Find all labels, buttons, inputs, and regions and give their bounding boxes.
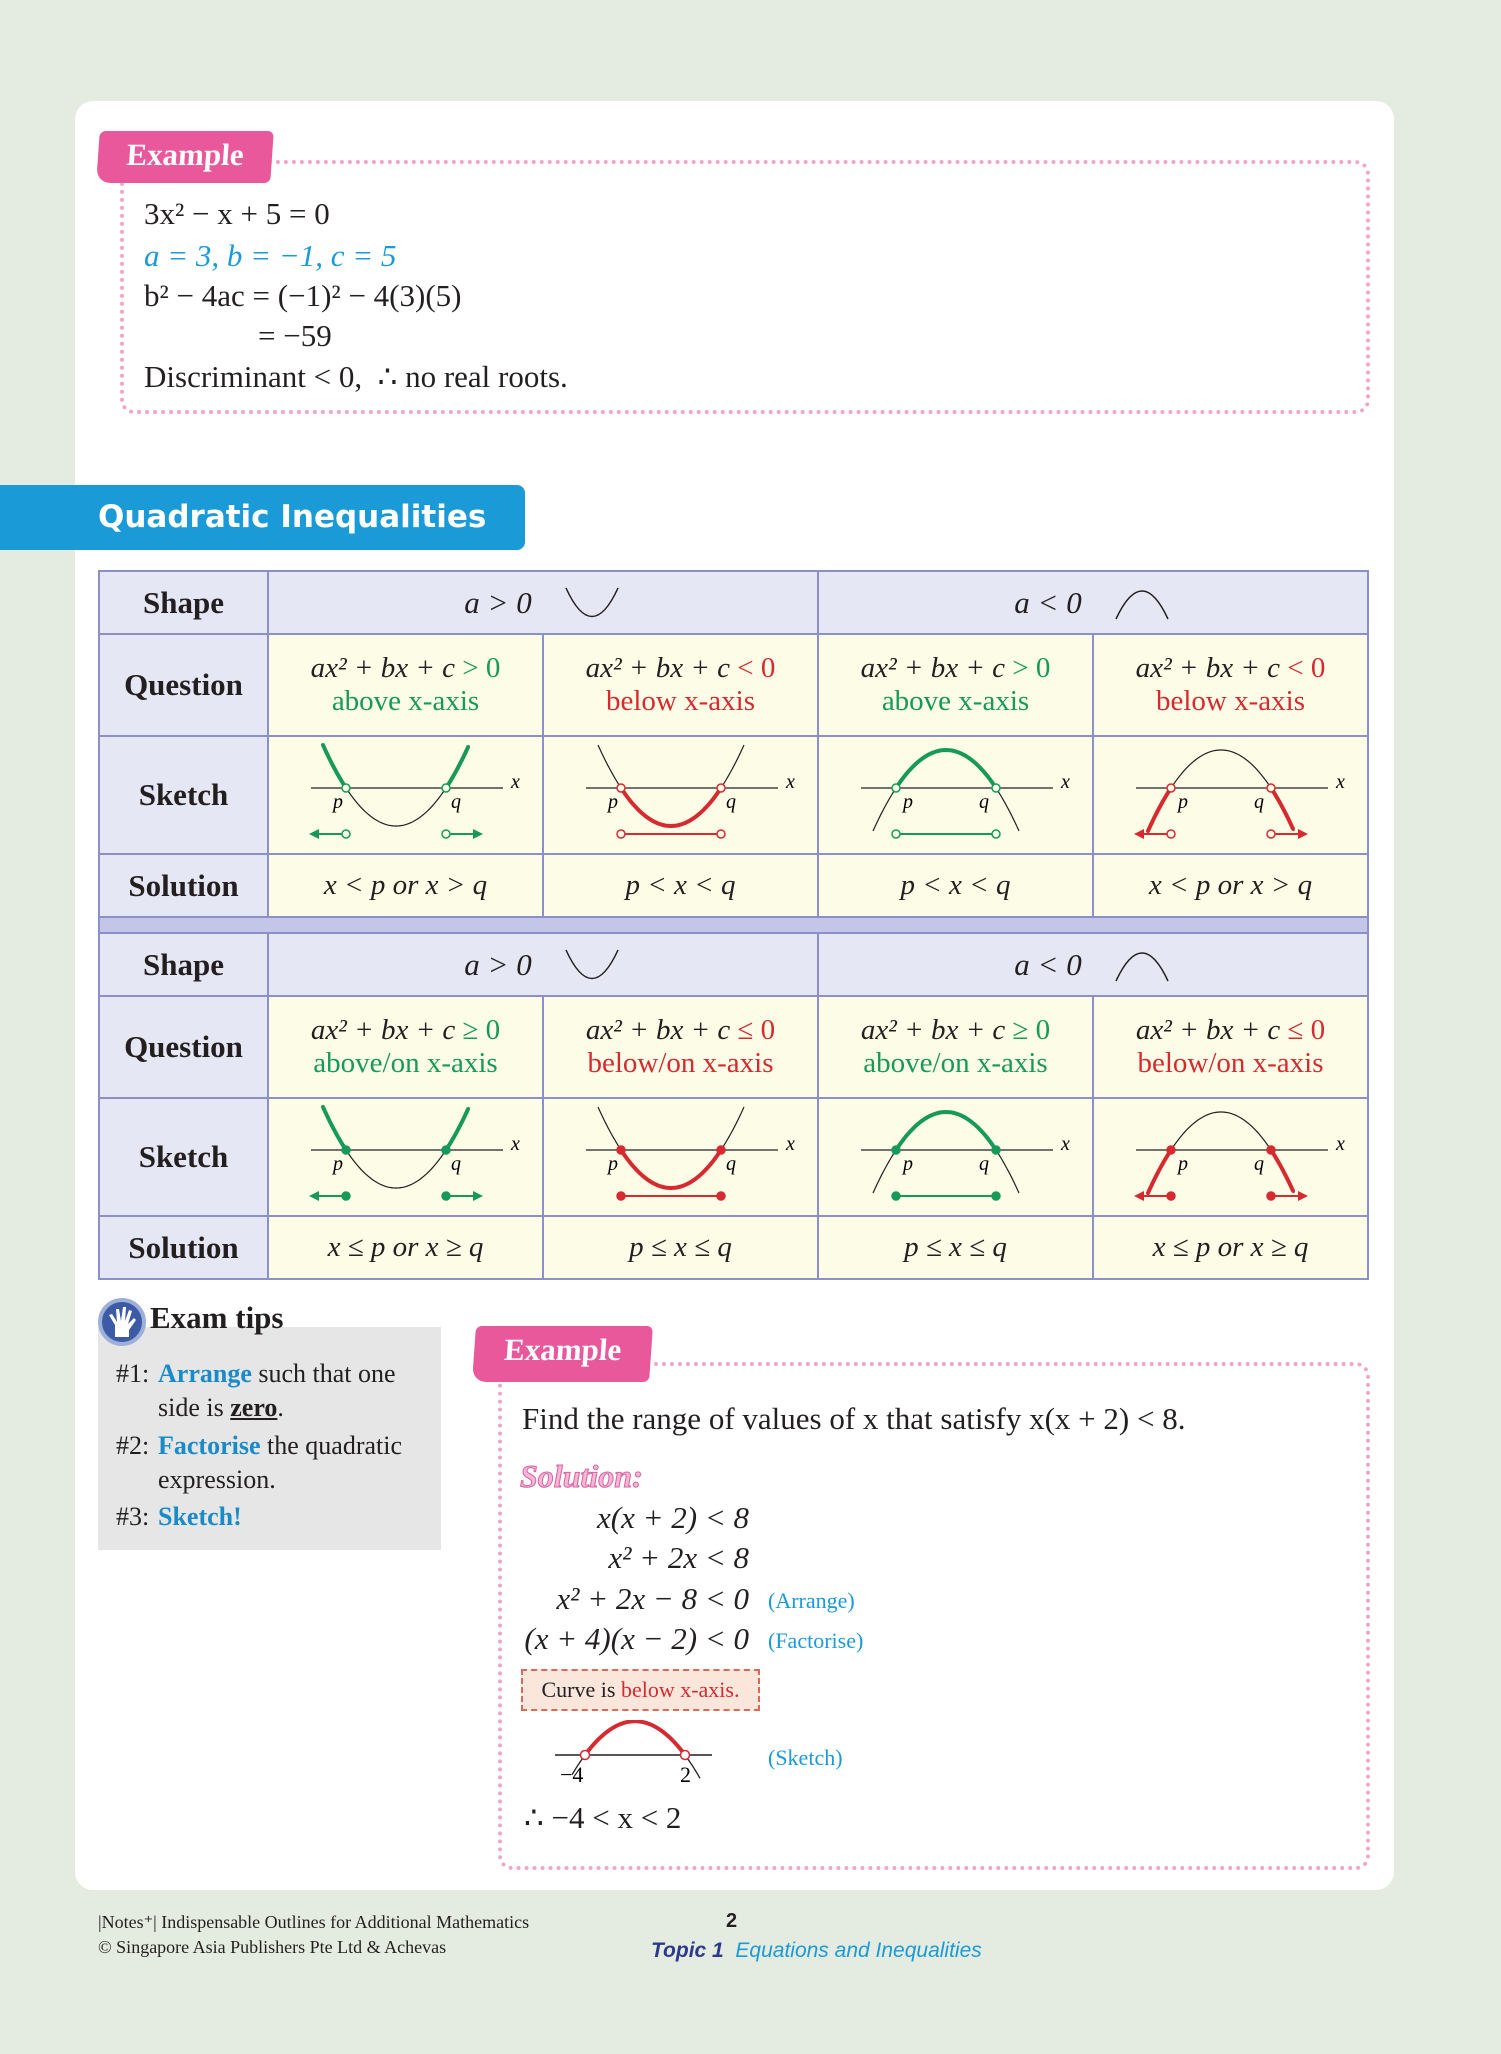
equation-line: 3x² − x + 5 = 0 xyxy=(144,196,330,231)
highlighted-curve xyxy=(896,750,996,788)
highlighted-curve xyxy=(585,1721,685,1755)
solution-cell: p ≤ x ≤ q xyxy=(543,1216,818,1279)
sketch-annotation: (Sketch) xyxy=(768,1745,843,1770)
solution-label: Solution: xyxy=(520,1458,643,1494)
parabola-sketch xyxy=(271,738,541,852)
page-number: 2 xyxy=(726,1910,738,1932)
sketch-cell xyxy=(543,1098,818,1216)
root-marker xyxy=(617,1146,625,1154)
root-label: −4 xyxy=(560,1762,584,1787)
root-marker xyxy=(681,1751,690,1760)
row-label-sketch: Sketch xyxy=(99,1098,268,1216)
interval-endpoint xyxy=(617,1192,625,1200)
root-p-label: p xyxy=(332,1153,343,1175)
inequality-expression: ax² + bx + c xyxy=(585,1014,738,1046)
root-marker xyxy=(342,784,350,792)
root-marker xyxy=(992,784,1000,792)
highlighted-curve xyxy=(446,1109,468,1150)
inequality xyxy=(1094,1014,1367,1047)
example-sketch xyxy=(550,1720,720,1800)
downward-parabola-icon xyxy=(1112,947,1172,983)
x-axis-label: x xyxy=(1060,771,1070,793)
quadratic-inequalities-table xyxy=(98,570,1369,1280)
inequality-expression: ax² + bx + c xyxy=(310,1014,463,1046)
final-answer: ∴ −4 < x < 2 xyxy=(524,1800,682,1835)
question-cell xyxy=(268,634,543,736)
solution-step: x² + 2x − 8 < 0 xyxy=(556,1581,749,1616)
leading-coefficient-condition: a > 0 xyxy=(464,946,532,982)
region-description: above/on x-axis xyxy=(313,1047,498,1079)
interval-endpoint xyxy=(992,830,1000,838)
row-label-solution: Solution xyxy=(99,1216,268,1279)
interval-endpoint xyxy=(892,1192,900,1200)
question-cell xyxy=(543,634,818,736)
tip-text: . xyxy=(277,1393,284,1422)
inequality xyxy=(269,652,542,685)
parabola-sketch xyxy=(271,1100,541,1214)
inequality xyxy=(544,1014,817,1047)
shape-cell xyxy=(818,933,1368,996)
leading-coefficient-condition: a > 0 xyxy=(464,584,532,620)
x-axis-label: x xyxy=(785,771,795,793)
parabola-sketch xyxy=(1096,1100,1366,1214)
solution-step: x² + 2x < 8 xyxy=(608,1540,749,1575)
highlighted-curve xyxy=(1271,788,1293,829)
inequality-operator: ≤ 0 xyxy=(1287,1014,1326,1046)
shape-content xyxy=(269,585,817,621)
solution-cell: x < p or x > q xyxy=(268,854,543,917)
root-marker xyxy=(1167,1146,1175,1154)
root-p-label: p xyxy=(332,791,343,813)
note-text: Curve is xyxy=(541,1677,621,1702)
sketch-row xyxy=(99,1098,1368,1216)
sketch-row xyxy=(99,736,1368,854)
inequality-expression: ax² + bx + c xyxy=(1135,652,1288,684)
shape-cell xyxy=(268,571,818,634)
inequality-operator: > 0 xyxy=(1012,652,1051,684)
root-q-label: q xyxy=(450,791,461,813)
region-description: below x-axis xyxy=(606,685,755,717)
section-title: Quadratic Inequalities xyxy=(0,485,525,550)
parabola-sketch xyxy=(546,738,816,852)
root-q-label: q xyxy=(725,791,736,813)
separator xyxy=(99,917,1368,933)
parabola-sketch xyxy=(821,1100,1091,1214)
arrow-left-icon xyxy=(309,829,319,839)
coefficients-line: a = 3, b = −1, c = 5 xyxy=(144,238,397,273)
x-axis-label: x xyxy=(510,1133,520,1155)
root-marker xyxy=(892,784,900,792)
leading-coefficient-condition: a < 0 xyxy=(1014,946,1082,982)
root-p-label: p xyxy=(1177,791,1188,813)
root-marker xyxy=(442,1146,450,1154)
solution-row xyxy=(99,854,1368,917)
upward-parabola-icon xyxy=(562,947,622,983)
root-marker xyxy=(1267,1146,1275,1154)
shape-row xyxy=(99,571,1368,634)
x-axis-label: x xyxy=(785,1133,795,1155)
tip-3 xyxy=(116,1500,436,1534)
solution-cell: p < x < q xyxy=(543,854,818,917)
solution-cell: x ≤ p or x ≥ q xyxy=(1093,1216,1368,1279)
sketch-cell xyxy=(1093,736,1368,854)
exam-tips-title: Exam tips xyxy=(150,1300,284,1335)
discriminant-line: b² − 4ac = (−1)² − 4(3)(5) xyxy=(144,278,462,313)
inequality-operator: ≥ 0 xyxy=(1012,1014,1051,1046)
root-p-label: p xyxy=(902,791,913,813)
interval-endpoint xyxy=(442,830,450,838)
interval-endpoint xyxy=(717,830,725,838)
sketch-cell xyxy=(1093,1098,1368,1216)
tip-number: #2: xyxy=(116,1431,150,1460)
interval-endpoint xyxy=(717,1192,725,1200)
question-text: Find the range of values of x that satisfy x(x + 2) < 8. xyxy=(522,1401,1186,1436)
tip-text: such that one side is xyxy=(158,1359,396,1422)
inequality xyxy=(819,652,1092,685)
sketch-cell xyxy=(268,736,543,854)
inequality-operator: < 0 xyxy=(1287,652,1326,684)
note-highlight: below x-axis. xyxy=(620,1677,740,1702)
example-label: Example xyxy=(472,1326,653,1382)
solution-step: (x + 4)(x − 2) < 0 xyxy=(524,1621,749,1656)
solution-row xyxy=(99,1216,1368,1279)
leading-coefficient-condition: a < 0 xyxy=(1014,584,1082,620)
interval-endpoint xyxy=(1167,830,1175,838)
interval-endpoint xyxy=(442,1192,450,1200)
sketch-cell xyxy=(268,1098,543,1216)
shape-row xyxy=(99,933,1368,996)
inequality-expression: ax² + bx + c xyxy=(860,652,1013,684)
question-cell xyxy=(1093,996,1368,1098)
hand-icon xyxy=(97,1297,147,1347)
sketch-cell xyxy=(818,736,1093,854)
inequality-expression: ax² + bx + c xyxy=(585,652,738,684)
root-marker xyxy=(581,1751,590,1760)
interval-endpoint xyxy=(992,1192,1000,1200)
root-q-label: q xyxy=(978,1153,989,1175)
root-marker xyxy=(892,1146,900,1154)
root-marker xyxy=(717,784,725,792)
inequality-operator: < 0 xyxy=(737,652,776,684)
highlighted-curve xyxy=(323,745,345,787)
parabola-sketch xyxy=(821,738,1091,852)
inequality-operator: ≤ 0 xyxy=(737,1014,776,1046)
root-marker xyxy=(1167,784,1175,792)
solution-cell: p < x < q xyxy=(818,854,1093,917)
root-p-label: p xyxy=(607,791,618,813)
interval-endpoint xyxy=(342,1192,350,1200)
highlighted-curve xyxy=(1271,1150,1293,1191)
tip-number: #1: xyxy=(116,1359,150,1388)
x-axis-label: x xyxy=(1335,1133,1345,1155)
tip-text: the quadratic expression. xyxy=(158,1431,403,1494)
interval-endpoint xyxy=(617,830,625,838)
solution-cell: x ≤ p or x ≥ q xyxy=(268,1216,543,1279)
separator-row xyxy=(99,917,1368,933)
arrow-right-icon xyxy=(473,829,483,839)
highlighted-curve xyxy=(323,1107,345,1149)
tip-1 xyxy=(116,1357,436,1425)
root-q-label: q xyxy=(1253,791,1264,813)
parabola-sketch xyxy=(546,1100,816,1214)
root-q-label: q xyxy=(450,1153,461,1175)
inequality-expression: ax² + bx + c xyxy=(860,1014,1013,1046)
interval-endpoint xyxy=(1267,830,1275,838)
region-description: below/on x-axis xyxy=(1137,1047,1324,1079)
root-marker xyxy=(717,1146,725,1154)
solution-cell: x < p or x > q xyxy=(1093,854,1368,917)
inequality-expression: ax² + bx + c xyxy=(1135,1014,1288,1046)
highlighted-curve xyxy=(1148,1152,1170,1194)
topic-number: Topic 1 xyxy=(651,1939,724,1962)
question-cell xyxy=(1093,634,1368,736)
question-cell xyxy=(268,996,543,1098)
x-axis-label: x xyxy=(510,771,520,793)
arrow-left-icon xyxy=(1134,1191,1144,1201)
arrow-left-icon xyxy=(309,1191,319,1201)
highlighted-curve xyxy=(446,747,468,788)
region-description: below x-axis xyxy=(1156,685,1305,717)
topic-name: Equations and Inequalities xyxy=(735,1939,982,1962)
topic-footer xyxy=(651,1939,982,1963)
region-description: below/on x-axis xyxy=(587,1047,774,1079)
factorise-annotation: (Factorise) xyxy=(768,1628,864,1653)
arrow-left-icon xyxy=(1134,829,1144,839)
row-label-question: Question xyxy=(99,996,268,1098)
interval-endpoint xyxy=(342,830,350,838)
root-p-label: p xyxy=(607,1153,618,1175)
row-label-solution: Solution xyxy=(99,854,268,917)
discriminant-value: = −59 xyxy=(258,318,332,353)
inequality xyxy=(269,1014,542,1047)
row-label-shape: Shape xyxy=(99,571,268,634)
highlighted-curve xyxy=(621,788,721,826)
root-marker xyxy=(342,1146,350,1154)
shape-content xyxy=(819,585,1367,621)
shape-content xyxy=(819,947,1367,983)
interval-endpoint xyxy=(1267,1192,1275,1200)
interval-endpoint xyxy=(1167,1192,1175,1200)
arrow-right-icon xyxy=(1298,829,1308,839)
x-axis-label: x xyxy=(1335,771,1345,793)
row-label-sketch: Sketch xyxy=(99,736,268,854)
root-q-label: q xyxy=(978,791,989,813)
tip-keyword: Factorise xyxy=(158,1431,261,1460)
highlighted-curve xyxy=(896,1112,996,1150)
root-q-label: q xyxy=(1253,1153,1264,1175)
root-p-label: p xyxy=(902,1153,913,1175)
tip-keyword: Arrange xyxy=(158,1359,252,1388)
sketch-cell xyxy=(818,1098,1093,1216)
tip-emphasis: zero xyxy=(230,1393,278,1422)
root-marker xyxy=(442,784,450,792)
book-title: |Notes⁺| Indispensable Outlines for Additional Mathematics xyxy=(98,1912,530,1932)
x-axis-label: x xyxy=(1060,1133,1070,1155)
conclusion-line: Discriminant < 0, ∴ no real roots. xyxy=(144,359,568,394)
tip-keyword: Sketch! xyxy=(158,1502,242,1531)
solution-cell: p ≤ x ≤ q xyxy=(818,1216,1093,1279)
example-label: Example xyxy=(96,131,274,183)
upward-parabola-icon xyxy=(562,585,622,621)
inequality-expression: ax² + bx + c xyxy=(310,652,463,684)
question-cell xyxy=(818,634,1093,736)
inequality xyxy=(544,652,817,685)
region-description: above/on x-axis xyxy=(863,1047,1048,1079)
inequality xyxy=(819,1014,1092,1047)
question-cell xyxy=(543,996,818,1098)
copyright: © Singapore Asia Publishers Pte Ltd & Achevas xyxy=(98,1937,447,1957)
root-label: 2 xyxy=(680,1762,691,1787)
shape-content xyxy=(269,947,817,983)
root-marker xyxy=(617,784,625,792)
inequality-operator: > 0 xyxy=(462,652,501,684)
arrange-annotation: (Arrange) xyxy=(768,1588,855,1613)
root-marker xyxy=(1267,784,1275,792)
region-description: above x-axis xyxy=(881,685,1030,717)
inequality xyxy=(1094,652,1367,685)
root-q-label: q xyxy=(725,1153,736,1175)
question-row xyxy=(99,634,1368,736)
shape-cell xyxy=(268,933,818,996)
note-box xyxy=(521,1669,760,1711)
interval-endpoint xyxy=(892,830,900,838)
arrow-right-icon xyxy=(1298,1191,1308,1201)
downward-parabola-icon xyxy=(1112,585,1172,621)
shape-cell xyxy=(818,571,1368,634)
highlighted-curve xyxy=(621,1150,721,1188)
highlighted-curve xyxy=(1148,790,1170,832)
sketch-cell xyxy=(543,736,818,854)
row-label-question: Question xyxy=(99,634,268,736)
question-row xyxy=(99,996,1368,1098)
tip-2 xyxy=(116,1429,436,1497)
question-cell xyxy=(818,996,1093,1098)
arrow-right-icon xyxy=(473,1191,483,1201)
tip-number: #3: xyxy=(116,1502,150,1531)
root-p-label: p xyxy=(1177,1153,1188,1175)
inequality-operator: ≥ 0 xyxy=(462,1014,501,1046)
root-marker xyxy=(992,1146,1000,1154)
solution-step: x(x + 2) < 8 xyxy=(596,1500,749,1535)
parabola-sketch xyxy=(1096,738,1366,852)
region-description: above x-axis xyxy=(331,685,480,717)
row-label-shape: Shape xyxy=(99,933,268,996)
